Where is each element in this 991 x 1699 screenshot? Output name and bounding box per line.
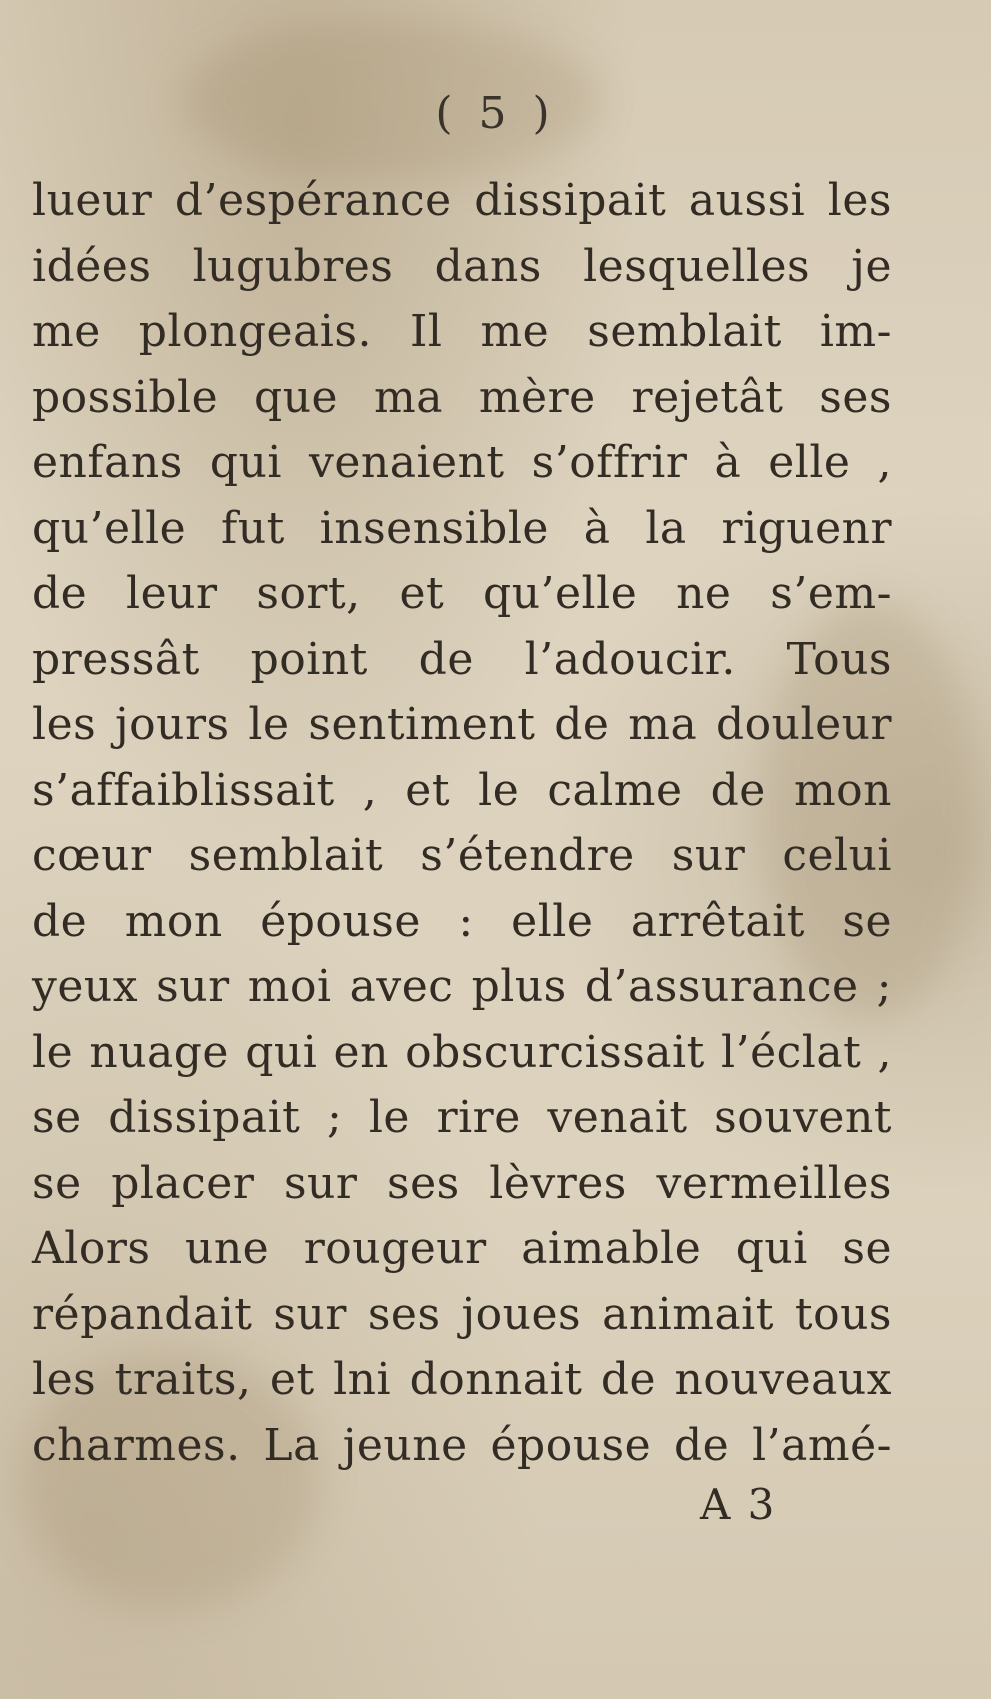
text-line: se placer sur ses lèvres vermeilles: [32, 1157, 892, 1209]
text-line: pressât point de l’adoucir. Tous: [32, 633, 892, 685]
text-line: possible que ma mère rejetât ses: [32, 371, 892, 423]
body-text: [32, 168, 892, 1478]
text-line: idées lugubres dans lesquelles je: [32, 240, 892, 292]
page-number: ( 5 ): [435, 88, 556, 139]
signature-mark: A 3: [700, 1480, 777, 1529]
text-line: qu’elle fut insensible à la riguenr: [32, 502, 892, 554]
text-line: charmes. La jeune épouse de l’amé-: [32, 1419, 892, 1471]
text-line: les traits, et lni donnait de nouveaux: [32, 1354, 892, 1405]
text-line: Alors une rougeur aimable qui se: [32, 1223, 892, 1274]
text-line: de leur sort, et qu’elle ne s’em-: [32, 568, 892, 619]
text-line: cœur semblait s’étendre sur celui: [32, 830, 892, 881]
text-line: le nuage qui en obscurcissait l’éclat ,: [32, 1026, 892, 1078]
text-line: lueur d’espérance dissipait aussi les: [32, 175, 892, 226]
text-line: les jours le sentiment de ma douleur: [32, 699, 892, 750]
text-line: enfans qui venaient s’offrir à elle ,: [32, 437, 892, 488]
text-line: répandait sur ses joues animait tous: [32, 1288, 892, 1340]
text-line: yeux sur moi avec plus d’assurance ;: [32, 961, 892, 1012]
text-line: me plongeais. Il me semblait im-: [32, 306, 892, 357]
text-line: s’affaiblissait , et le calme de mon: [32, 764, 892, 816]
text-line: se dissipait ; le rire venait souvent: [32, 1092, 892, 1143]
text-line: de mon épouse : elle arrêtait se: [32, 895, 892, 947]
